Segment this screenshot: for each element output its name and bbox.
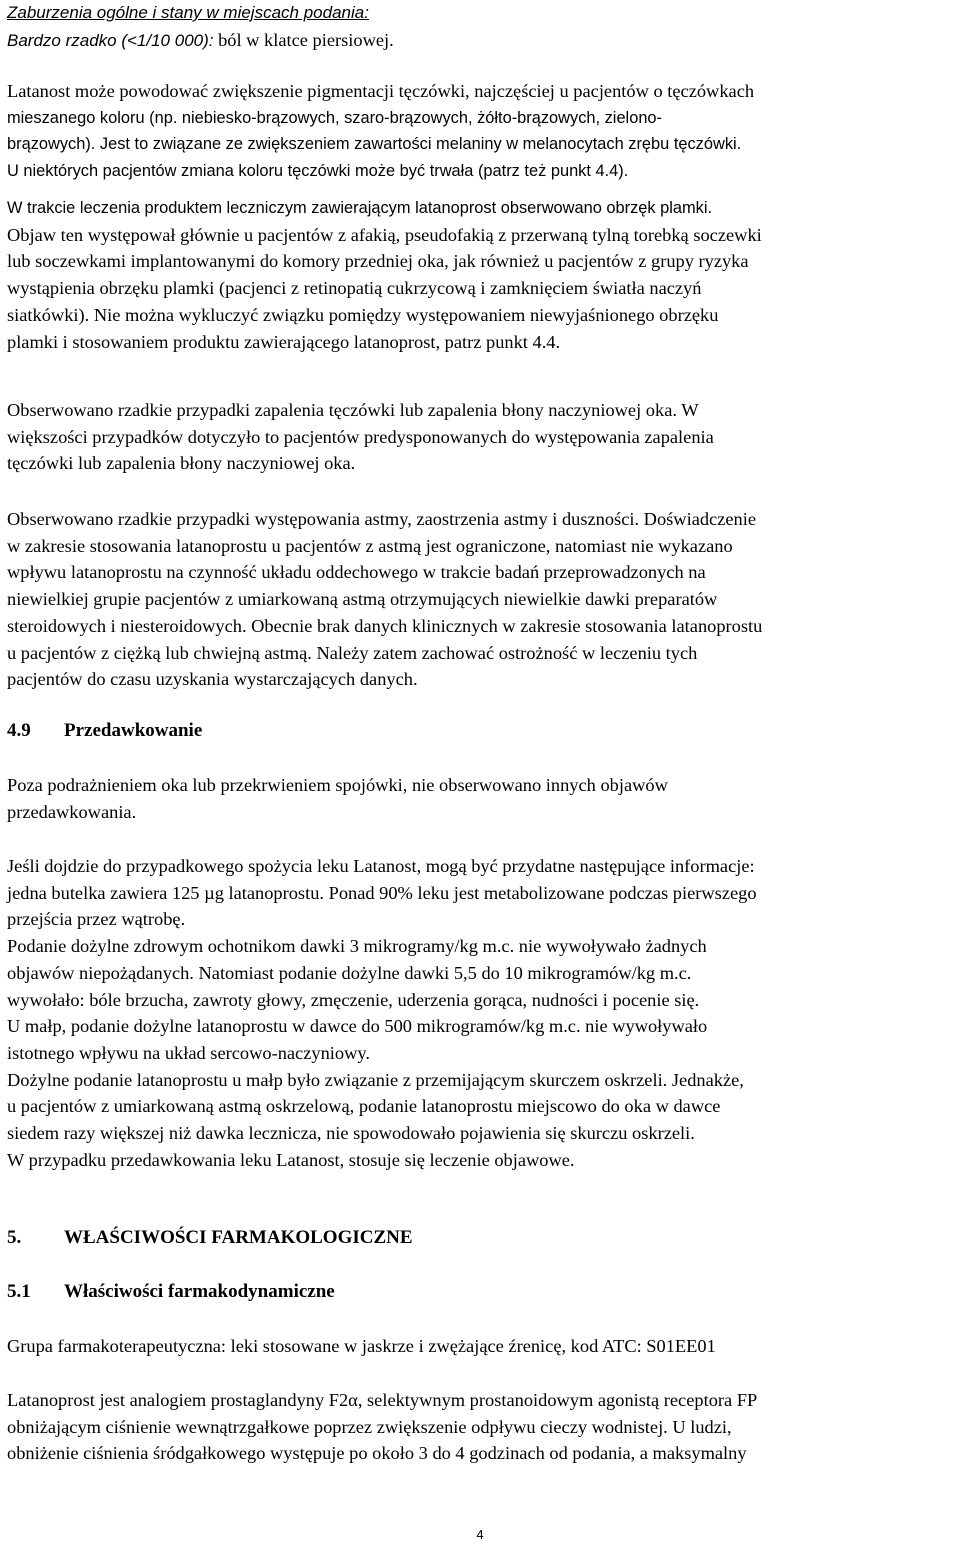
text-line: wystąpienia obrzęku plamki (pacjenci z retinopatią cukrzycową i zamknięciem światła naczyń <box>7 278 702 299</box>
text-line: niewielkiej grupie pacjentów z umiarkowaną astmą otrzymujących niewielkie dawki preparatów <box>7 589 718 610</box>
text-line: jedna butelka zawiera 125 µg latanoprostu. Ponad 90% leku jest metabolizowane podczas pierwszego <box>7 882 757 903</box>
text-line: u pacjentów z umiarkowaną astmą oskrzelową, podanie latanoprostu miejscowo do oka w dawce <box>7 1096 721 1117</box>
frequency-line <box>7 27 957 55</box>
section-5-1-heading <box>7 1279 335 1305</box>
text-line: Podanie dożylne zdrowym ochotnikom dawki 3 mikrogramy/kg m.c. nie wywoływało żadnych <box>7 936 707 957</box>
page-number: 4 <box>476 1527 484 1542</box>
iris-pigmentation-paragraph <box>7 78 957 185</box>
overdose-intro-paragraph <box>7 772 957 825</box>
section-number: 5. <box>7 1227 22 1248</box>
text-line: Obserwowano rzadkie przypadki zapalenia tęczówki lub zapalenia błony naczyniowej oka. W <box>7 400 699 420</box>
text-line: W trakcie leczenia produktem leczniczym zawierającym latanoprost obserwowano obrzęk plamki. <box>7 199 713 217</box>
text-line: brązowych). Jest to związane ze zwiększeniem zawartości melaniny w melanocytach zrębu tęczówki. <box>7 135 742 154</box>
text-line: objawów niepożądanych. Natomiast podanie dożylne dawki 5,5 do 10 mikrogramów/kg m.c. <box>7 962 692 983</box>
text-line: U niektórych pacjentów zmiana koloru tęczówki może być trwała (patrz też punkt 4.4). <box>7 162 629 181</box>
text-line: steroidowych i niesteroidowych. Obecnie brak danych klinicznych w zakresie stosowania latanoprostu <box>7 615 763 636</box>
frequency-label: Bardzo rzadko (<1/10 000): <box>7 30 214 50</box>
text-line: Grupa farmakoterapeutyczna: leki stosowane w jaskrze i zwężające źrenicę, kod ATC: S01EE01 <box>7 1336 716 1356</box>
pharmacotherapeutic-group <box>7 1333 957 1360</box>
text-line: lub soczewkami implantowanymi do komory przedniej oka, jak również u pacjentów z grupy ryzyka <box>7 251 749 272</box>
mechanism-paragraph <box>7 1387 957 1467</box>
text-line: Dożylne podanie latanoprostu u małp było związanie z przemijającym skurczem oskrzeli. Jednakże, <box>7 1069 744 1090</box>
text-line: większości przypadków dotyczyło to pacjentów predysponowanych do występowania zapalenia <box>7 426 714 447</box>
text-line: istotnego wpływu na układ sercowo-naczyniowy. <box>7 1042 370 1063</box>
text-line: Poza podrażnieniem oka lub przekrwieniem spojówki, nie obserwowano innych objawów <box>7 775 668 795</box>
text-line: w zakresie stosowania latanoprostu u pacjentów z astmą jest ograniczone, natomiast nie wykazano <box>7 535 733 556</box>
text-line: Latanost może powodować zwiększenie pigmentacji tęczówki, najczęściej u pacjentów o tęczówkach <box>7 81 755 101</box>
text-line: tęczówki lub zapalenia błony naczyniowej oka. <box>7 453 356 474</box>
macular-edema-paragraph <box>7 195 957 355</box>
section-title: WŁAŚCIWOŚCI FARMAKOLOGICZNE <box>64 1227 413 1248</box>
text-line: wpływu latanoprostu na czynność układu oddechowego w trakcie badań przeprowadzonych na <box>7 562 706 583</box>
frequency-text: ból w klatce piersiowej. <box>213 29 394 50</box>
section-number: 5.1 <box>7 1281 31 1302</box>
section-number: 4.9 <box>7 720 31 741</box>
text-line: siatkówki). Nie można wykluczyć związku pomiędzy występowaniem niewyjaśnionego obrzęku <box>7 304 719 325</box>
section-title: Właściwości farmakodynamiczne <box>64 1281 335 1302</box>
section-4-9-heading <box>7 718 202 744</box>
text-line: wywołało: bóle brzucha, zawroty głowy, zmęczenie, uderzenia gorąca, nudności i pocenie się. <box>7 989 700 1010</box>
text-line: u pacjentów z ciężką lub chwiejną astmą. Należy zatem zachować ostrożność w leczeniu tych <box>7 642 698 663</box>
text-line: przedawkowania. <box>7 801 137 822</box>
text-line: Jeśli dojdzie do przypadkowego spożycia leku Latanost, mogą być przydatne następujące informacje: <box>7 856 755 876</box>
text-line: przejścia przez wątrobę. <box>7 909 186 930</box>
text-line: pacjentów do czasu uzyskania wystarczających danych. <box>7 669 418 690</box>
asthma-paragraph <box>7 506 957 693</box>
text-line: Objaw ten występował głównie u pacjentów z afakią, pseudofakią z przerwaną tylną torebką soczewki <box>7 224 762 245</box>
general-disorders-heading: Zaburzenia ogólne i stany w miejscach podania: <box>7 3 369 22</box>
text-line: obniżenie ciśnienia śródgałkowego występuje po około 3 do 4 godzinach od podania, a maksymalny <box>7 1443 747 1464</box>
overdose-details-paragraph <box>7 853 957 1173</box>
text-line: obniżającym ciśnienie wewnątrzgałkowe poprzez zwiększenie odpływu cieczy wodnistej. U ludzi, <box>7 1416 732 1437</box>
section-5-heading <box>7 1225 413 1251</box>
general-disorders-block <box>7 0 957 54</box>
section-title: Przedawkowanie <box>64 720 203 741</box>
text-line: U małp, podanie dożylne latanoprostu w dawce do 500 mikrogramów/kg m.c. nie wywoływało <box>7 1016 708 1037</box>
text-line: W przypadku przedawkowania leku Latanost, stosuje się leczenie objawowe. <box>7 1149 575 1170</box>
text-line: Obserwowano rzadkie przypadki występowania astmy, zaostrzenia astmy i duszności. Doświadczenie <box>7 509 757 529</box>
text-line: plamki i stosowaniem produktu zawierającego latanoprost, patrz punkt 4.4. <box>7 331 561 352</box>
text-line: siedem razy większej niż dawka lecznicza, nie spowodowało pojawienia się skurczu oskrzeli. <box>7 1123 695 1144</box>
text-line: Latanoprost jest analogiem prostaglandyny F2α, selektywnym prostanoidowym agonistą receptora FP <box>7 1390 758 1410</box>
text-line: mieszanego koloru (np. niebiesko-brązowych, szaro-brązowych, żółto-brązowych, zielono- <box>7 108 663 127</box>
iritis-paragraph <box>7 397 957 477</box>
